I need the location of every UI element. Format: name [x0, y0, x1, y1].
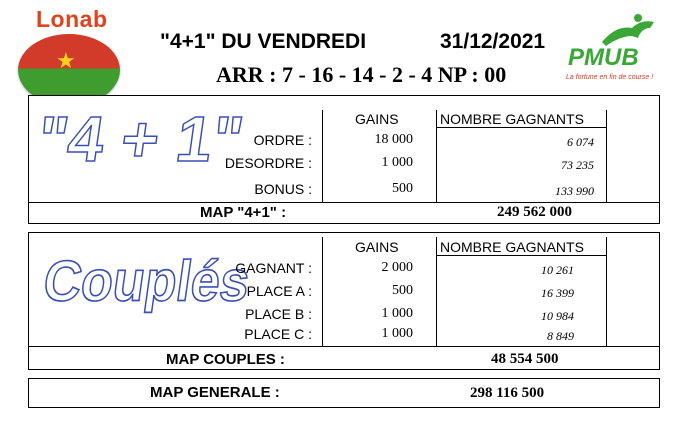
column-divider [322, 110, 323, 203]
gagnants-place-a: 16 399 [541, 286, 574, 300]
row-label-place-c: PLACE C : [244, 326, 312, 342]
row-label-desordre: DESORDRE : [224, 155, 312, 171]
pmub-tagline: La fortune en fin de course ! [566, 74, 654, 81]
arrival-result: ARR : 7 - 16 - 14 - 2 - 4 NP : 00 [216, 62, 507, 87]
section-couples-badge: Couplés [39, 250, 254, 314]
header-underline [436, 255, 607, 256]
column-divider [606, 237, 607, 347]
column-header-gains: GAINS [355, 111, 399, 127]
header-underline [436, 127, 607, 128]
gain-desordre: 1 000 [381, 155, 413, 170]
gain-gagnant: 2 000 [381, 260, 413, 275]
column-divider [436, 237, 437, 347]
map-generale-box [28, 378, 660, 408]
map-generale-label: MAP GENERALE : [150, 384, 280, 401]
lonab-logo-text: Lonab [36, 6, 108, 32]
page-title: "4+1" DU VENDREDI [160, 30, 367, 53]
map-couples-label: MAP COUPLES : [166, 351, 285, 368]
star-icon: ★ [56, 48, 76, 73]
gagnants-place-c: 8 849 [547, 329, 574, 343]
section-4plus1-badge: "4 + 1" [32, 103, 248, 175]
column-divider [322, 237, 323, 347]
pmub-logo: PMUB [568, 44, 639, 71]
row-label-ordre: ORDRE : [253, 132, 312, 148]
gagnants-gagnant: 10 261 [541, 263, 574, 277]
map-4plus1-value: 249 562 000 [497, 204, 572, 220]
divider [28, 202, 660, 203]
gain-place-a: 500 [392, 283, 413, 298]
gagnants-desordre: 73 235 [561, 158, 594, 172]
gain-place-c: 1 000 [381, 326, 413, 341]
column-header-gagnants: NOMBRE GAGNANTS [440, 111, 584, 127]
gain-bonus: 500 [392, 181, 413, 196]
divider [28, 346, 660, 347]
gagnants-place-b: 10 984 [541, 309, 574, 323]
jockey-horse-icon [598, 12, 658, 48]
column-header-gagnants: NOMBRE GAGNANTS [440, 239, 584, 255]
map-4plus1-label: MAP "4+1" : [200, 204, 287, 221]
row-label-place-b: PLACE B : [245, 306, 312, 322]
gain-ordre: 18 000 [374, 132, 413, 147]
race-date: 31/12/2021 [440, 30, 546, 53]
gain-place-b: 1 000 [381, 306, 413, 321]
row-label-bonus: BONUS : [254, 181, 312, 197]
map-couples-value: 48 554 500 [491, 351, 559, 367]
map-generale-value: 298 116 500 [470, 385, 545, 401]
row-label-gagnant: GAGNANT : [235, 260, 312, 276]
gagnants-ordre: 6 074 [567, 135, 594, 149]
column-header-gains: GAINS [355, 239, 399, 255]
column-divider [606, 110, 607, 203]
row-label-place-a: PLACE A : [246, 283, 312, 299]
column-divider [436, 110, 437, 203]
gagnants-bonus: 133 990 [555, 184, 594, 198]
